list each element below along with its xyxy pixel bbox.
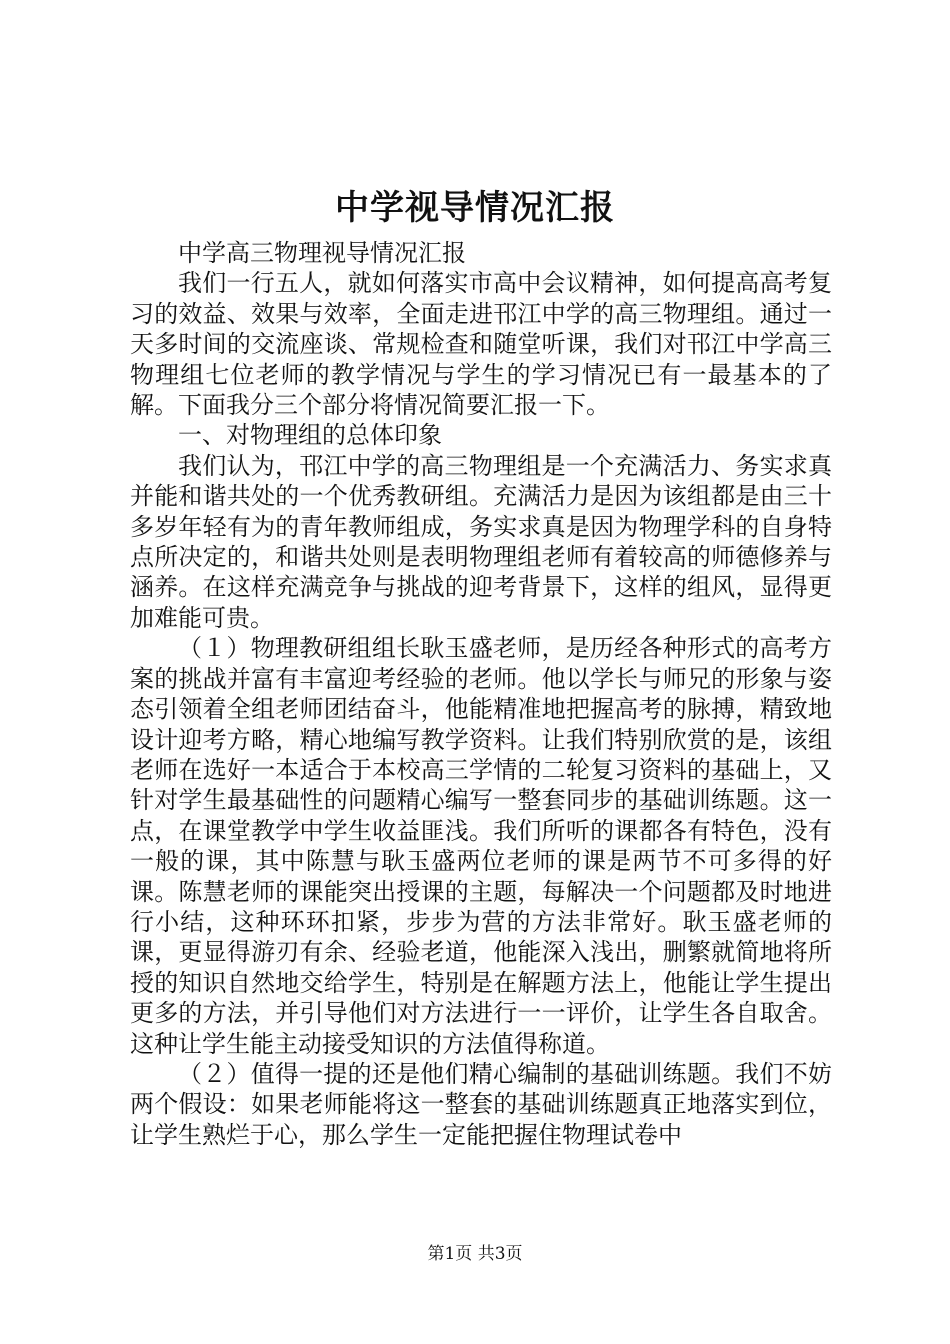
body-paragraph: 我们一行五人，就如何落实市高中会议精神，如何提高高考复习的效益、效果与效率，全面走进邗江中学的高三物理组。通过一天多时间的交流座谈、常规检查和随堂听课，我们对邗江中学高三物理组七位老师的教学情况与学生的学习情况已有一最基本的了解。下面我分三个部分将情况简要汇报一下。 — [130, 269, 832, 420]
subtitle-paragraph: 中学高三物理视导情况汇报 — [178, 239, 466, 267]
document-title: 中学视导情况汇报 — [335, 188, 615, 228]
page-footer: 第1页 共3页 — [427, 1244, 523, 1264]
body-paragraph: （２）值得一提的还是他们精心编制的基础训练题。我们不妨两个假设：如果老师能将这一整套的基础训练题真正地落实到位，让学生熟烂于心，那么学生一定能把握住物理试卷中 — [130, 1059, 832, 1149]
body-paragraph: 我们认为，邗江中学的高三物理组是一个充满活力、务实求真并能和谐共处的一个优秀教研组。充满活力是因为该组都是由三十多岁年轻有为的青年教师组成，务实求真是因为物理学科的自身特点所决定的，和谐共处则是表明物理组老师有着较高的师德修养与涵养。在这样充满竞争与挑战的迎考背景下，这样的组风，显得更加难能可贵。 — [130, 451, 832, 632]
document-body — [130, 238, 832, 1150]
body-paragraph: （１）物理教研组组长耿玉盛老师，是历经各种形式的高考方案的挑战并富有丰富迎考经验的老师。他以学长与师兄的形象与姿态引领着全组老师团结奋斗，他能精准地把握高考的脉搏，精致地设计迎考方略，精心地编写教学资料。让我们特别欣赏的是，该组老师在选好一本适合于本校高三学情的二轮复习资料的基础上，又针对学生最基础性的问题精心编写一整套同步的基础训练题。这一点，在课堂教学中学生收益匪浅。我们所听的课都各有特色，没有一般的课，其中陈慧与耿玉盛两位老师的课是两节不可多得的好课。陈慧老师的课能突出授课的主题，每解决一个问题都及时地进行小结，这种环环扣紧，步步为营的方法非常好。耿玉盛老师的课，更显得游刃有余、经验老道，他能深入浅出，删繁就简地将所授的知识自然地交给学生，特别是在解题方法上，他能让学生提出更多的方法，并引导他们对方法进行一一评价，让学生各自取舍。这种让学生能主动接受知识的方法值得称道。 — [130, 634, 832, 1058]
section-heading: 一、对物理组的总体印象 — [178, 421, 442, 450]
